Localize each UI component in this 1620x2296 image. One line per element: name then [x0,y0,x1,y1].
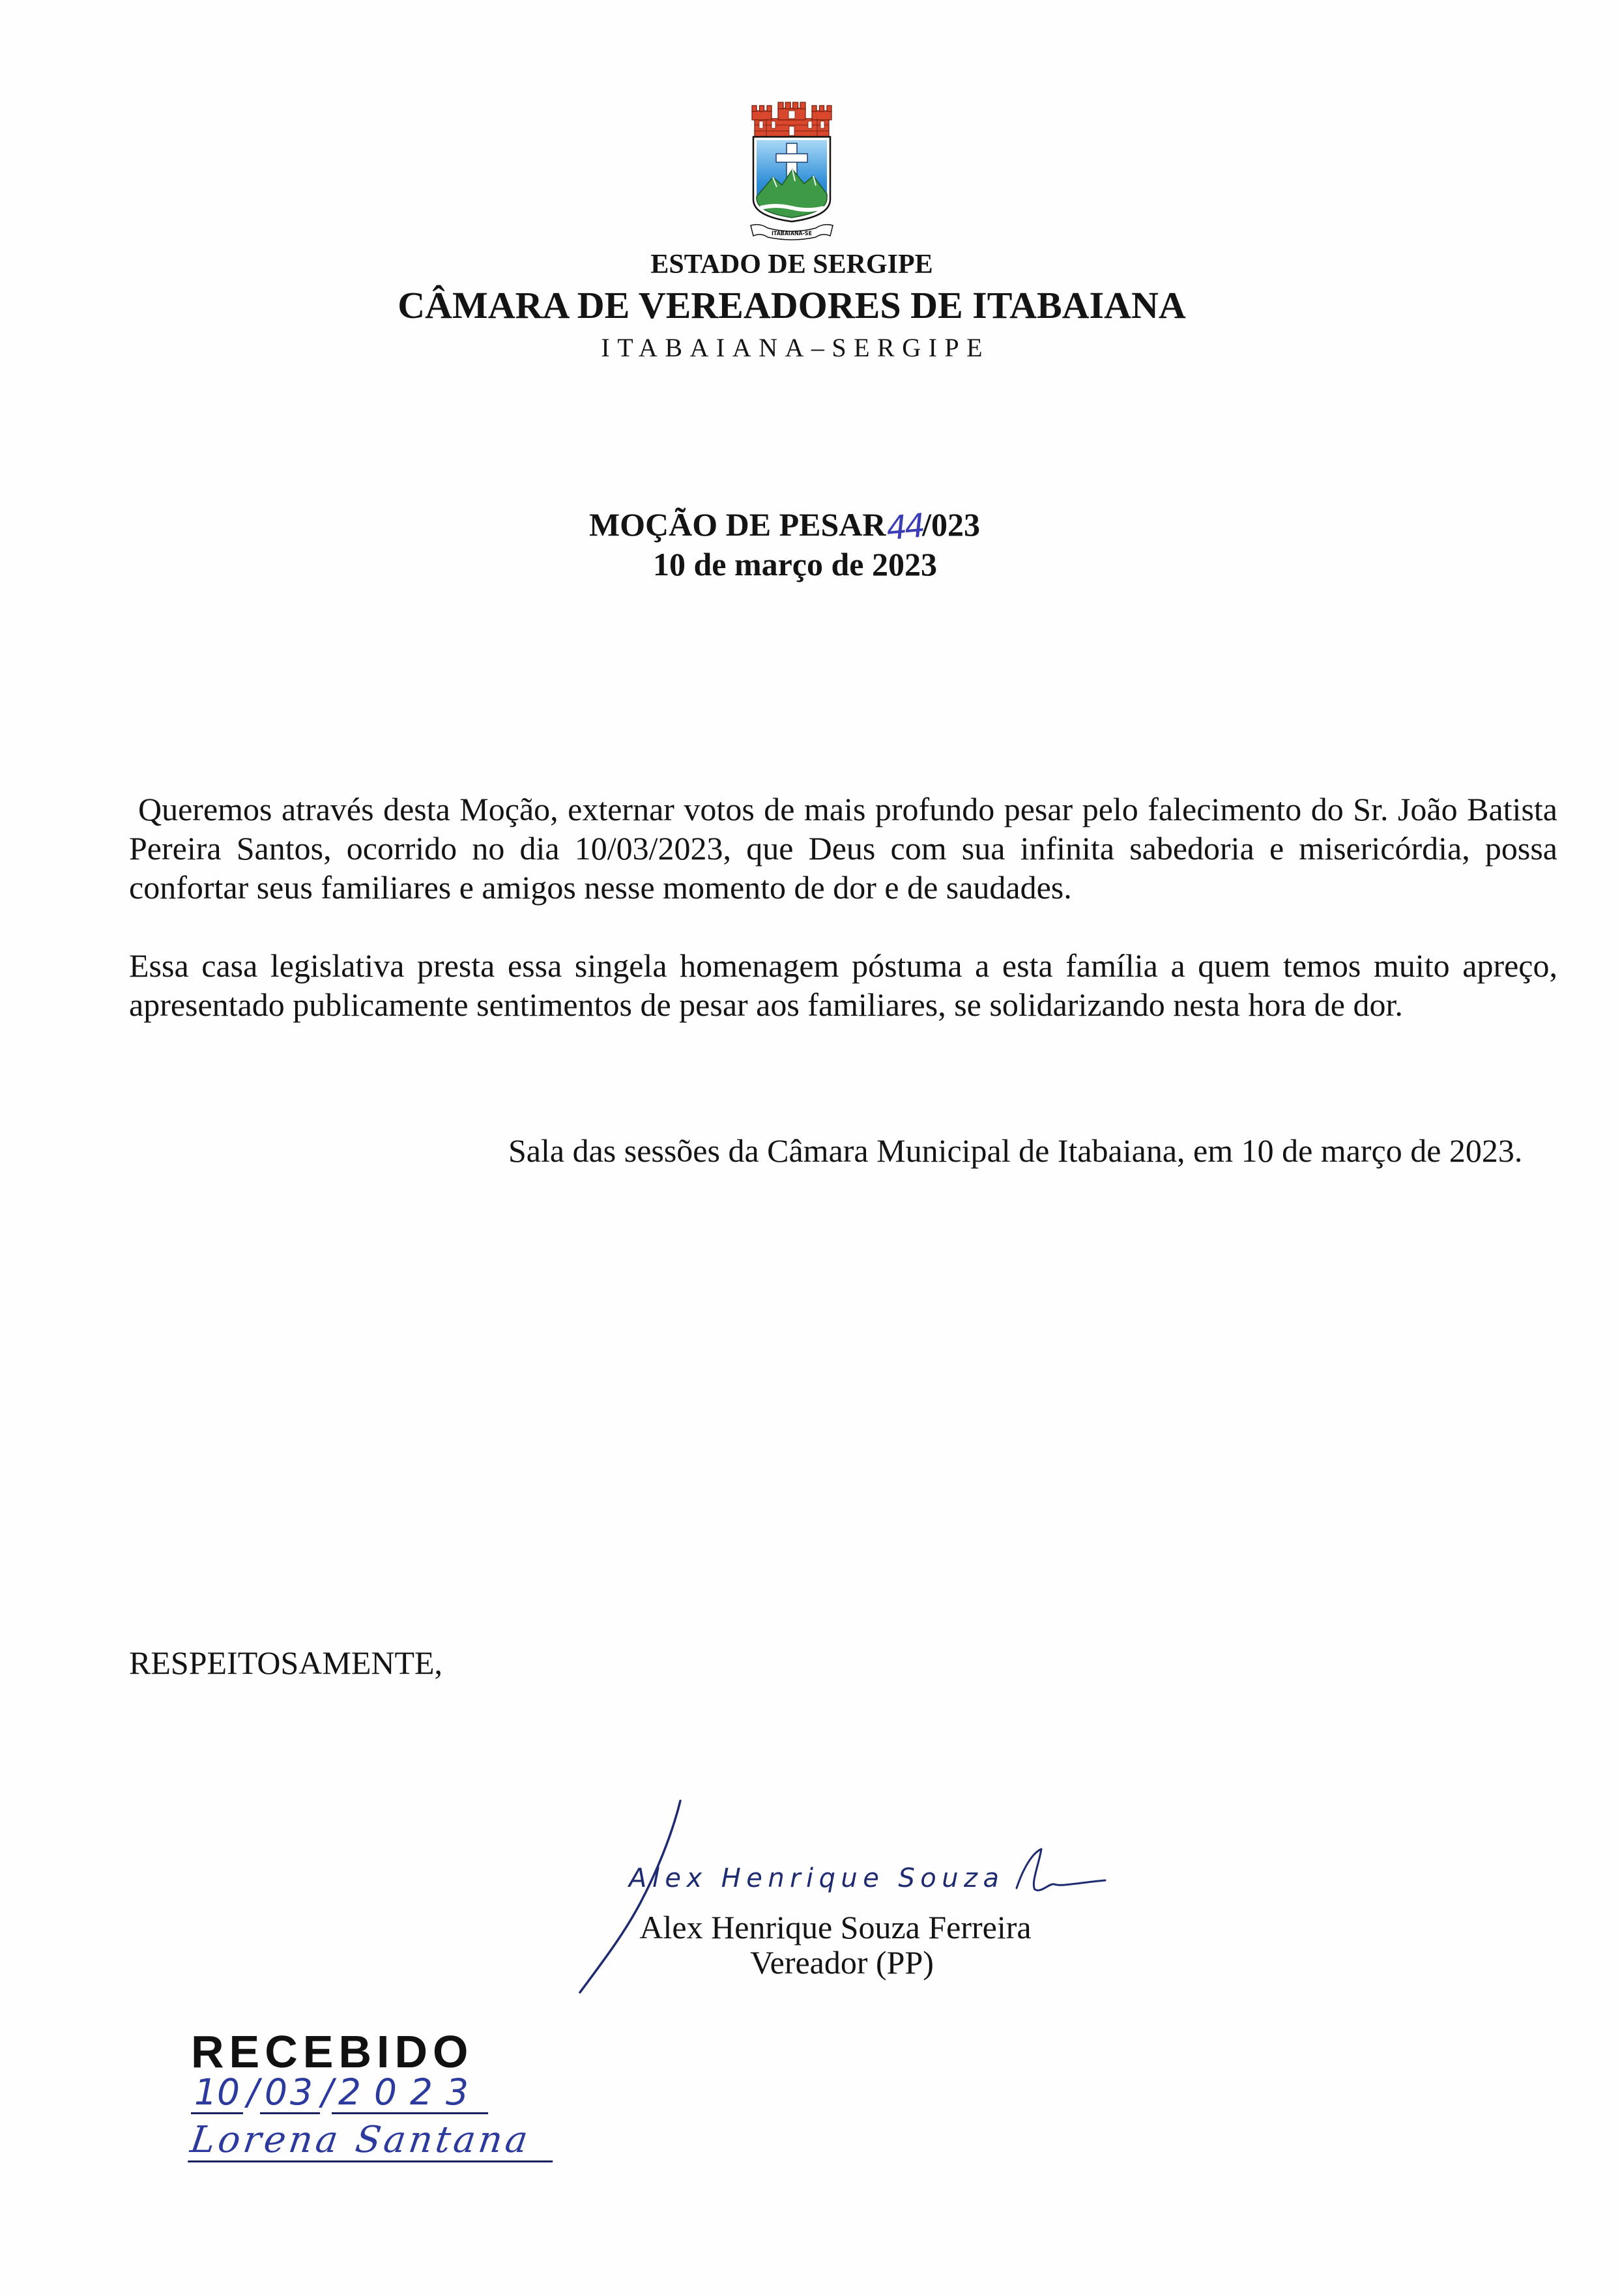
place-and-date: Sala das sessões da Câmara Municipal de Itabaiana, em 10 de março de 2023. [508,1132,1523,1169]
paragraph-line: apresentado publicamente sentimentos de pesar aos familiares, se solidarizando nesta hora de dor. [129,986,1403,1023]
ribbon [751,225,833,240]
chamber-heading: CÂMARA DE VEREADORES DE ITABAIANA [398,284,1186,326]
received-year: 2023 [332,2072,488,2114]
coat-of-arms-icon [749,102,834,242]
signature-flourish [1017,1849,1105,1890]
paragraph [129,790,1557,907]
handwritten-number: 44 [884,506,924,548]
shield [753,137,830,222]
paragraph [129,946,1557,1024]
signature-text: Alex Henrique Souza [629,1863,999,1893]
received-date [191,2072,491,2115]
closing-salutation: RESPEITOSAMENTE, [129,1644,443,1681]
signatory-role: Vereador (PP) [750,1944,934,1981]
document-title [0,505,1569,548]
signature-stroke [580,1801,680,1992]
date-separator: / [247,2071,259,2113]
receiver-signature: Lorena Santana [188,2120,558,2162]
paragraph-line: Queremos através desta Moção, externar votos de mais profundo pesar pelo falecimento do Sr. João Batista [138,791,1557,827]
paragraph-line: Pereira Santos, ocorrido no dia 10/03/2023, que Deus com sua infinita sabedoria e misericórdia, possa [129,830,1557,867]
title-suffix: /023 [922,506,981,543]
date-separator: / [321,2071,334,2113]
state-heading: ESTADO DE SERGIPE [650,250,933,280]
signatory-name: Alex Henrique Souza Ferreira [639,1909,1032,1945]
city-heading: ITABAIANA–SERGIPE [601,333,991,362]
received-stamp: RECEBIDO [191,2026,474,2077]
received-month: 03 [260,2072,320,2114]
mural-crown [752,102,832,137]
paragraph-line: confortar seus familiares e amigos nesse momento de dor e de saudades. [129,869,1072,906]
ribbon-text: ITABAIANA-SE [772,231,812,237]
title-prefix: MOÇÃO DE PESAR [588,506,886,543]
paragraph-line: Essa casa legislativa presta essa singela homenagem póstuma a esta família a quem temos muito apreço, [129,947,1557,984]
received-day: 10 [191,2072,243,2114]
document-date: 10 de março de 2023 [652,546,938,582]
